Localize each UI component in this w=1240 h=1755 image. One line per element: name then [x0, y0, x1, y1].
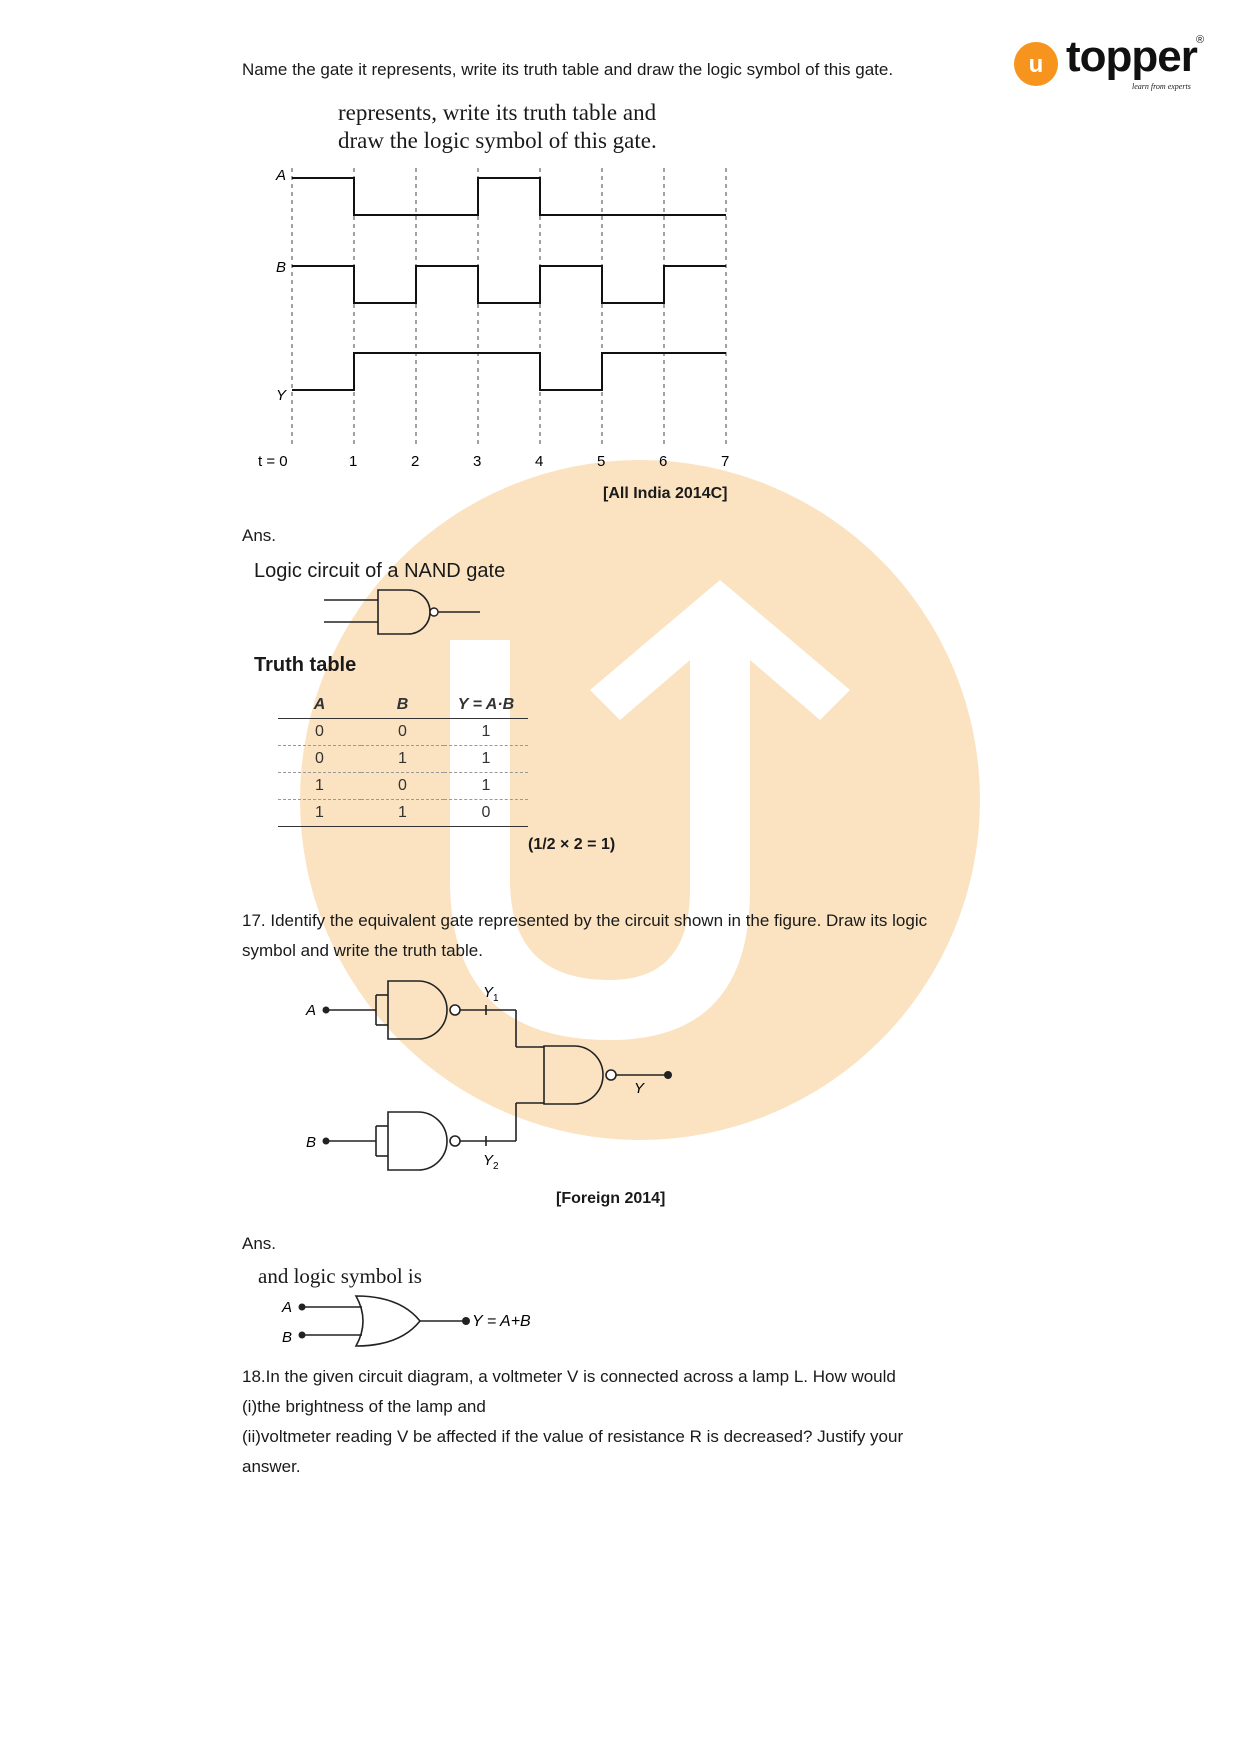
q17-line-2: symbol and write the truth table.: [242, 941, 483, 960]
waveform-lines: [292, 178, 726, 390]
brand-circle-icon: [1012, 40, 1060, 88]
tt-cell: 1: [278, 773, 361, 800]
tt-cell: 1: [278, 800, 361, 827]
q16-stem: Name the gate it represents, write its truth table and draw the logic symbol of this gate.: [242, 60, 894, 79]
q16-marks: (1/2 × 2 = 1): [528, 836, 616, 853]
q16-ans-label: Ans.: [242, 526, 277, 545]
q18-line-3: (ii)voltmeter reading V be affected if the value of resistance R is decreased? Justify your: [242, 1427, 904, 1446]
or-label-b: B: [282, 1329, 293, 1346]
or-output-terminal: [462, 1317, 470, 1325]
circuit-label-y2: Y: [483, 1152, 494, 1169]
circuit-label-y1-sub: 1: [493, 993, 499, 1004]
or-label-out: Y = A+B: [472, 1313, 531, 1330]
brand-circle-letter: u: [1028, 51, 1044, 78]
wave-label-a: A: [276, 167, 287, 184]
q16-scan-line-1: represents, write its truth table and: [338, 100, 657, 125]
tt-cell: 1: [361, 800, 444, 827]
circuit-label-y1: Y: [483, 984, 494, 1001]
wave-tick-label: 7: [721, 453, 730, 470]
circuit-label-a: A: [306, 1002, 317, 1019]
tt-header-y: Y = A·B: [444, 692, 528, 719]
nand-gate-1-bubble: [450, 1005, 460, 1015]
tt-cell: 1: [444, 773, 528, 800]
wave-label-y: Y: [276, 387, 287, 404]
nand-bubble: [430, 608, 438, 616]
wave-label-b: B: [276, 259, 287, 276]
tt-cell: 1: [444, 746, 528, 773]
input-b-terminal: [323, 1138, 330, 1145]
brand-logo[interactable]: [1012, 32, 1212, 96]
circuit-label-y2-sub: 2: [493, 1161, 499, 1172]
nand-gate-2-bubble: [450, 1136, 460, 1146]
table-row: [278, 719, 528, 746]
or-label-a: A: [282, 1299, 293, 1316]
tt-cell: 0: [444, 800, 528, 827]
q17-line-1: 17. Identify the equivalent gate represented by the circuit shown in the figure. Draw its logic: [242, 911, 928, 930]
tt-cell: 1: [481, 723, 491, 740]
tt-cell: 1: [361, 746, 444, 773]
tt-cell: 0: [315, 723, 324, 740]
nand-gate-3-bubble: [606, 1070, 616, 1080]
q18-line-4: answer.: [242, 1457, 301, 1476]
output-y-terminal: [664, 1071, 672, 1079]
tt-cell: 0: [398, 723, 407, 740]
tt-header-a: A: [278, 692, 361, 719]
nand-gate-3: [544, 1046, 603, 1104]
wave-tick-label: 1: [349, 453, 358, 470]
brand-tagline: learn from experts: [1132, 82, 1191, 91]
truth-table-title: Truth table: [254, 654, 357, 676]
q17-ans-label: Ans.: [242, 1234, 277, 1253]
circuit-label-b: B: [306, 1134, 317, 1151]
q18-line-1: 18.In the given circuit diagram, a voltmeter V is connected across a lamp L. How would: [242, 1367, 896, 1386]
table-row: [278, 800, 528, 827]
wave-tick-label: 3: [473, 453, 482, 470]
tt-cell: 0: [361, 773, 444, 800]
tt-cell: 0: [278, 746, 361, 773]
q16-source: [All India 2014C]: [603, 485, 728, 502]
circuit-label-y: Y: [634, 1080, 645, 1097]
waveform-ticks: [349, 453, 729, 470]
wave-tick-label: 2: [411, 453, 420, 470]
table-row: [278, 746, 528, 773]
or-input-b-terminal: [299, 1332, 306, 1339]
wave-tick-label: 5: [597, 453, 606, 470]
waveform-diagram: [250, 160, 750, 480]
input-a-terminal: [323, 1007, 330, 1014]
waveform-b: [292, 266, 726, 303]
nand-gate-2: [388, 1112, 447, 1170]
waveform-a: [292, 178, 726, 215]
table-row: [278, 773, 528, 800]
wave-tick-label: 6: [659, 453, 668, 470]
nand-caption: Logic circuit of a NAND gate: [254, 560, 506, 582]
wave-label-t0: t = 0: [258, 453, 288, 470]
tt-header-b: B: [361, 692, 444, 719]
q17-source: [Foreign 2014]: [556, 1190, 666, 1207]
nand-body: [378, 590, 430, 634]
brand-name: topper: [1066, 32, 1197, 81]
q18-line-2: (i)the brightness of the lamp and: [242, 1397, 486, 1416]
brand-registered: ®: [1196, 34, 1205, 46]
wave-tick-label: 4: [535, 453, 544, 470]
or-gate-body: [356, 1296, 420, 1346]
nand-gate-1: [388, 981, 447, 1039]
waveform-y: [292, 353, 726, 390]
q17-circuit-diagram: [300, 975, 700, 1185]
q16-scan-line-2: draw the logic symbol of this gate.: [338, 128, 657, 153]
or-gate-symbol: [270, 1292, 570, 1352]
q17-ans-caption: and logic symbol is: [258, 1264, 422, 1288]
nand-gate-symbol: [320, 588, 490, 638]
waveform-grid: [292, 168, 726, 448]
or-input-a-terminal: [299, 1304, 306, 1311]
truth-table: [278, 692, 528, 827]
